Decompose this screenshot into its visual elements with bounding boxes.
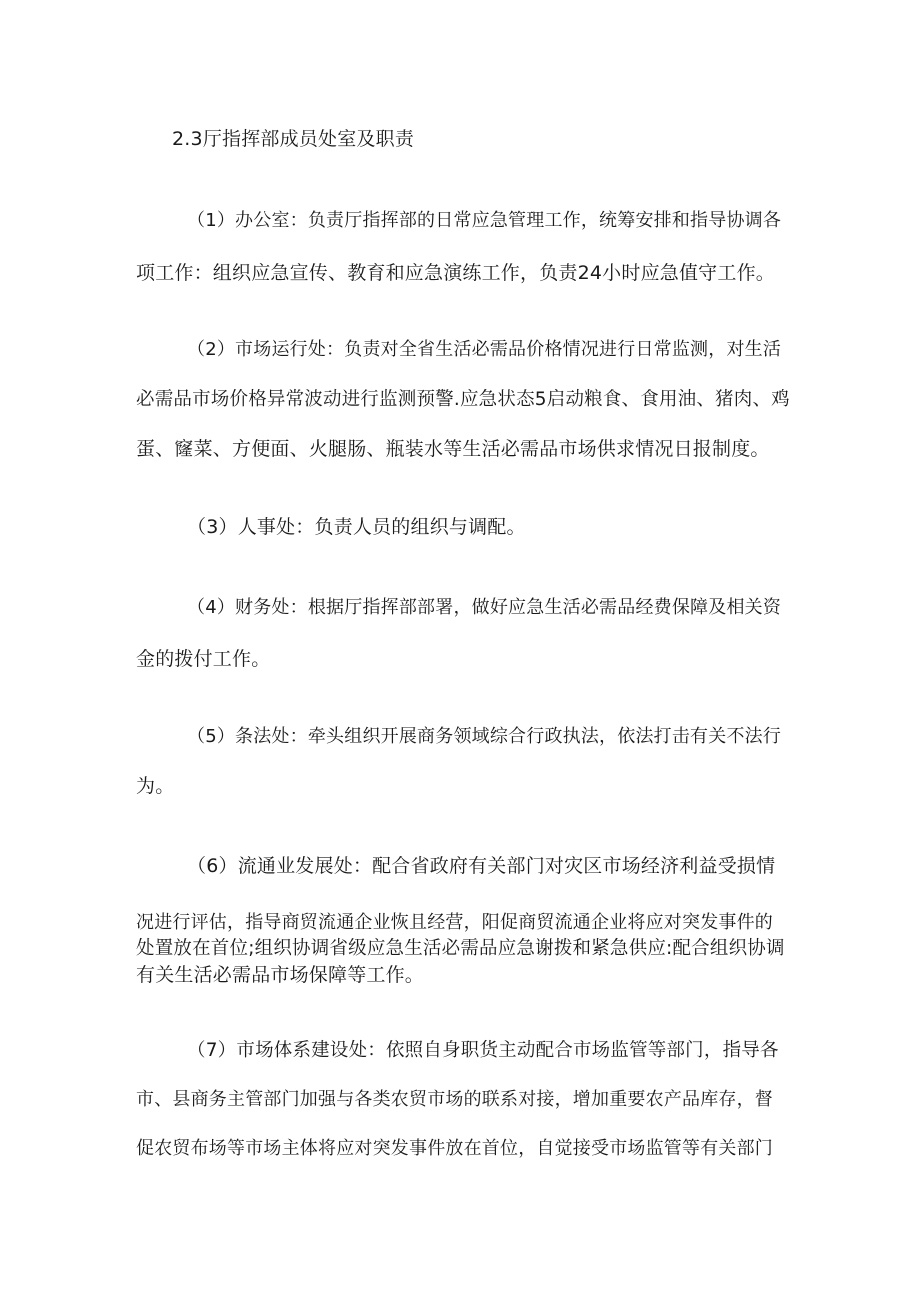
paragraph-line: 蛋、窿菜、方便面、火腿肠、瓶装水等生活必需品市场供求情况日报制度。 xyxy=(136,438,770,460)
paragraph-line: （6）流通业发展处：配合省政府有关部门对灾区市场经济利益受损情 xyxy=(187,855,776,877)
paragraph-line: （5）条法处：牵头组织开展商务领域综合行政执法，依法打击有关不法行 xyxy=(187,726,782,747)
paragraph-line: 金的拨付工作。 xyxy=(136,648,271,670)
section-heading: 2.3厅指挥部成员处室及职责 xyxy=(172,128,415,150)
paragraph-line: （4）财务处：根据厅指挥部部署，做好应急生活必需品经费保障及相关资 xyxy=(187,597,782,618)
paragraph-line: 市、县商务主管部门加强与各类农贸市场的联系对接，增加重要农产品库存，督 xyxy=(136,1089,773,1110)
paragraph-line: （1）办公室：负责厅指挥部的日常应急管理工作，统筹安排和指导协调各 xyxy=(187,210,782,231)
paragraph-line: 项工作：组织应急宣传、教育和应急演练工作，负责24小时应急值守工作。 xyxy=(136,262,775,284)
paragraph-line: 为。 xyxy=(136,775,175,797)
paragraph-line: 有关生活必需品市场保障等工作。 xyxy=(136,964,425,986)
paragraph-line: 必需品市场价格异常波动进行监测预警.应急状态5启动粮食、食用油、猪肉、鸡 xyxy=(136,389,790,410)
paragraph-line: 促农贸布场等市场主体将应对突发事件放在首位，自觉接受市场监管等有关部门 xyxy=(136,1138,773,1159)
paragraph-line: （3）人事处：负责人员的组织与调配。 xyxy=(187,516,526,538)
paragraph-line: 况进行评估，指导商贸流通企业恢且经营，阳促商贸流通企业将应对突发事件的 xyxy=(136,912,773,933)
paragraph-line: 处置放在首位;组织协调省级应急生活必需品应急谢拨和紧急供应:配合组织协调 xyxy=(136,938,785,959)
paragraph-line: （7）市场体系建设处：依照自身职货主动配合市场监管等部门，指导各 xyxy=(187,1040,779,1061)
paragraph-line: （2）市场运行处：负责对全省生活必需品价格情况进行日常监测，对生活 xyxy=(187,339,782,360)
